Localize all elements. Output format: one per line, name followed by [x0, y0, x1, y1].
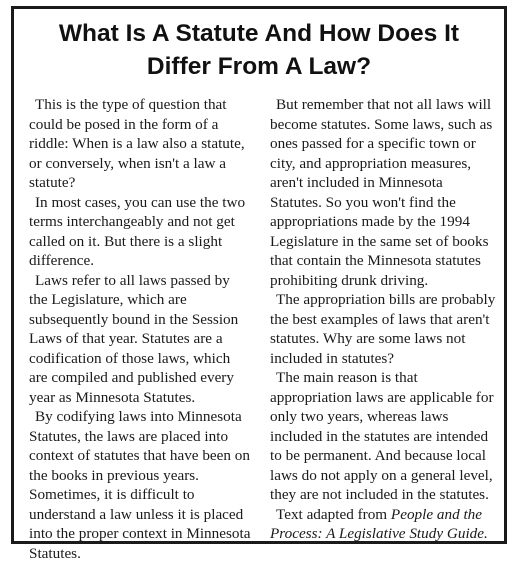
text-line: year as Minnesota Statutes.: [29, 388, 196, 406]
text-line: Statutes, the laws are placed into: [29, 427, 229, 445]
paragraph: [29, 95, 269, 193]
source-credit: [270, 505, 502, 544]
text-line: included in statutes?: [270, 349, 394, 367]
text-line: By codifying laws into Minnesota: [35, 408, 242, 425]
text-line: The main reason is that: [276, 369, 418, 386]
text-line: statute?: [29, 174, 76, 191]
text-line: Legislature in the same set of books: [270, 232, 489, 250]
text-line: codification of those laws, which: [29, 349, 231, 367]
text-line: But remember that not all laws will: [276, 96, 492, 113]
text-line: to be permanent. And because local: [270, 447, 486, 464]
text-line: into the proper context in Minnesota: [29, 525, 251, 542]
paragraph: [29, 271, 269, 408]
paragraph: [270, 290, 502, 368]
text-line: statutes. Why are some laws not: [270, 330, 466, 347]
paragraph: [270, 95, 502, 290]
text-line: This is the type of question that: [35, 96, 227, 113]
article-title-line-2: Differ From A Law?: [146, 53, 372, 80]
text-line: [270, 505, 502, 525]
text-line: Laws of that year. Statutes are a: [29, 330, 223, 347]
text-line: or conversely, when isn't a law a: [29, 154, 227, 172]
text-line: The appropriation bills are probably: [276, 291, 496, 308]
credit-prefix: Text adapted from: [276, 505, 388, 523]
text-line: are compiled and published every: [29, 369, 234, 386]
article-title-line-1: What Is A Statute And How Does It: [58, 20, 460, 47]
credit-source-title: People and the: [390, 505, 483, 523]
paragraph: [29, 407, 269, 563]
text-line: terms interchangeably and not get: [29, 213, 235, 230]
text-line: Sometimes, it is difficult to: [29, 486, 195, 503]
article-box: [11, 6, 507, 562]
text-line: they are not included in the statutes.: [270, 486, 489, 503]
text-line: appropriation laws are applicable for: [270, 388, 494, 406]
right-column: [270, 95, 502, 544]
text-line: laws do not apply on a general level,: [270, 466, 493, 484]
paragraph: [270, 368, 502, 505]
text-line: the books in previous years.: [29, 466, 199, 484]
text-line: city, and appropriation measures,: [270, 154, 472, 172]
text-line: the Legislature, which are: [29, 291, 187, 308]
text-line: context of statutes that have been on: [29, 447, 250, 464]
text-line: aren't included in Minnesota: [270, 174, 443, 191]
text-line: called on it. But there is a slight: [29, 232, 223, 250]
text-line: In most cases, you can use the two: [35, 193, 246, 211]
text-line: understand a law unless it is placed: [29, 505, 244, 523]
text-line: could be posed in the form of a: [29, 115, 219, 133]
text-line: riddle: When is a law also a statute,: [29, 135, 245, 152]
text-line: Statutes. So you won't find the: [270, 193, 456, 211]
text-line: only two years, whereas laws: [270, 408, 449, 425]
text-line: subsequently bound in the Session: [29, 310, 239, 328]
credit-source-title-continued: Process: A Legislative Study Guide.: [270, 525, 488, 542]
text-line: Laws refer to all laws passed by: [35, 271, 230, 289]
left-column: [29, 95, 269, 563]
text-line: become statutes. Some laws, such as: [270, 115, 493, 133]
text-line: the best examples of laws that aren't: [270, 310, 490, 328]
text-line: Statutes.: [29, 544, 81, 562]
paragraph: [29, 193, 269, 271]
text-line: included in the statutes are intended: [270, 427, 489, 445]
text-line: prohibiting drunk driving.: [270, 271, 429, 289]
text-line: that contain the Minnesota statutes: [270, 252, 481, 269]
text-line: difference.: [29, 252, 95, 269]
text-line: appropriations made by the 1994: [270, 213, 470, 230]
text-line: ones passed for a specific town or: [270, 135, 476, 152]
article-title: [14, 17, 504, 83]
